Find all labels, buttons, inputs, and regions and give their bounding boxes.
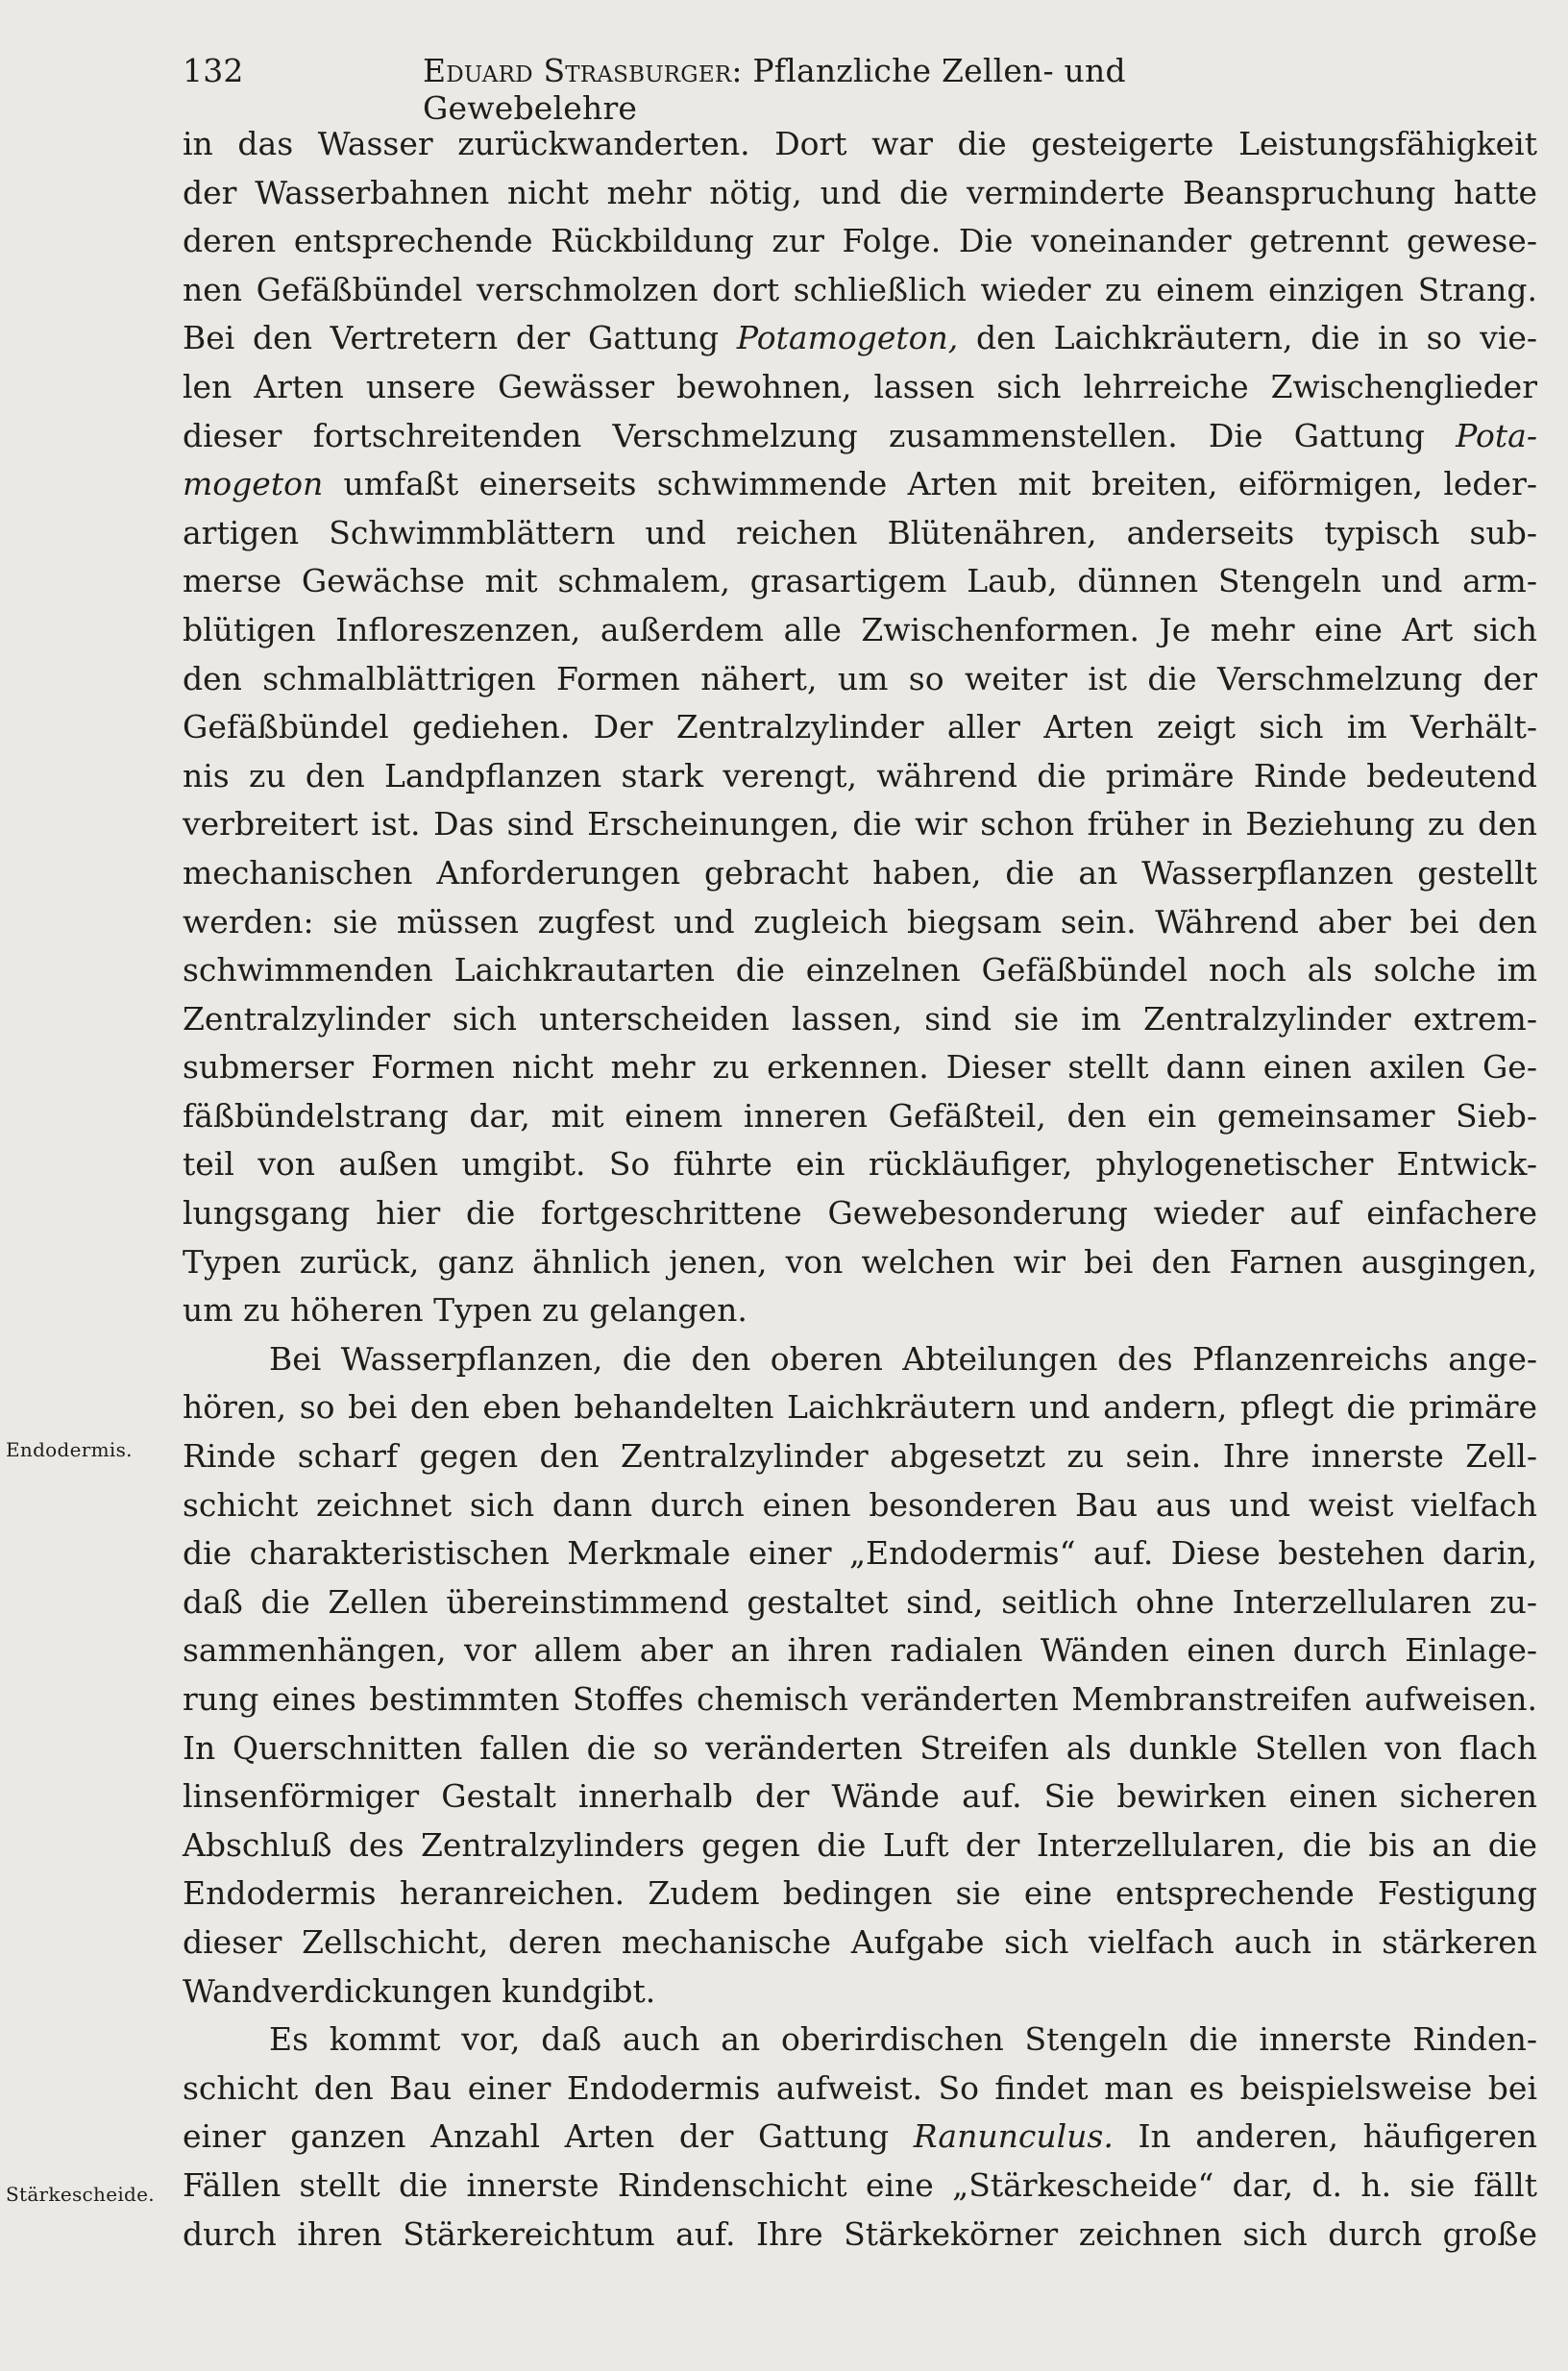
text-line: len Arten unsere Gewässer bewohnen, lassen sich lehrreiche Zwischenglieder [183, 367, 1537, 405]
text-line: die charakteristischen Merkmale einer „Endodermis“ auf. Diese bestehen darin, [183, 1534, 1537, 1573]
text-line: durch ihren Stärkereichtum auf. Ihre Stärkekörner zeichnen sich durch große [183, 2214, 1537, 2253]
text-line: fäßbündelstrang dar, mit einem inneren Gefäßteil, den ein gemeinsamer Sieb- [183, 1096, 1537, 1135]
italic-genus: Ranunculus. [913, 2117, 1114, 2156]
text-line [183, 314, 1537, 363]
running-header [183, 38, 1316, 127]
text-line: hören, so bei den eben behandelten Laichkräutern und andern, pflegt die primäre [183, 1388, 1537, 1427]
paragraph-3 [183, 2016, 1537, 2259]
text-segment: den Laichkräutern, die in so vie- [975, 319, 1538, 357]
text-line [183, 2113, 1537, 2162]
text-segment: Bei den Vertretern der Gattung [183, 319, 720, 357]
text-line: submerser Formen nicht mehr zu erkennen. Dieser stellt dann einen axilen Ge- [183, 1048, 1537, 1087]
text-line: den schmalblättrigen Formen nähert, um so weiter ist die Verschmelzung der [183, 659, 1537, 697]
text-line: linsenförmiger Gestalt innerhalb der Wände auf. Sie bewirken einen sicheren [183, 1777, 1537, 1816]
italic-genus: mogeton [183, 465, 324, 503]
text-segment: einer ganzen Anzahl Arten der Gattung [183, 2117, 890, 2156]
text-line: verbreitert ist. Das sind Erscheinungen, die wir schon früher in Beziehung zu den [183, 805, 1537, 843]
text-line: blütigen Infloreszenzen, außerdem alle Zwischenformen. Je mehr eine Art sich [183, 610, 1537, 648]
text-line: in das Wasser zurückwanderten. Dort war die gesteigerte Leistungsfähigkeit [183, 125, 1537, 162]
text-line: dieser Zellschicht, deren mechanische Aufgabe sich vielfach auch in stärkeren [183, 1922, 1537, 1961]
text-line: Bei Wasserpflanzen, die den oberen Abteilungen des Pflanzenreichs ange- [269, 1339, 1537, 1378]
text-line: Rinde scharf gegen den Zentralzylinder abgesetzt zu sein. Ihre innerste Zell- [183, 1437, 1537, 1476]
text-line: rung eines bestimmten Stoffes chemisch veränderten Membranstreifen aufweisen. [183, 1680, 1537, 1718]
text-line: schicht zeichnet sich dann durch einen besonderen Bau aus und weist vielfach [183, 1485, 1537, 1524]
text-line: artigen Schwimmblättern und reichen Blütenähren, anderseits typisch sub- [183, 513, 1537, 551]
text-line: um zu höheren Typen zu gelangen. [183, 1291, 747, 1330]
text-line: daß die Zellen übereinstimmend gestaltet sind, seitlich ohne Interzellularen zu- [183, 1582, 1537, 1621]
text-segment: dieser fortschreitenden Verschmelzung zusammenstellen. Die Gattung [183, 416, 1425, 454]
text-line: Zentralzylinder sich unterscheiden lassen, sind sie im Zentralzylinder extrem- [183, 999, 1537, 1038]
text-line: Typen zurück, ganz ähnlich jenen, von welchen wir bei den Farnen ausgingen, [183, 1242, 1537, 1281]
italic-genus: Pota- [1456, 416, 1537, 454]
page-number: 132 [183, 52, 244, 89]
running-head-title [423, 52, 1316, 127]
marginal-note-staerkescheide: Stärkescheide. [6, 2183, 155, 2206]
text-line [183, 460, 1537, 509]
header-title: Pflanzliche Zellen- und Gewebelehre [423, 52, 1126, 127]
text-line: werden: sie müssen zugfest und zugleich biegsam sein. Während aber bei den [183, 902, 1537, 941]
text-line: nen Gefäßbündel verschmolzen dort schließlich wieder zu einem einzigen Strang. [183, 270, 1537, 308]
text-line: schicht den Bau einer Endodermis aufweist. So findet man es beispielsweise bei [183, 2068, 1537, 2107]
paragraph-2 [183, 1335, 1537, 2016]
text-line: schwimmenden Laichkrautarten die einzelnen Gefäßbündel noch als solche im [183, 951, 1537, 990]
text-line: In Querschnitten fallen die so veränderten Streifen als dunkle Stellen von flach [183, 1728, 1537, 1767]
text-line: sammenhängen, vor allem aber an ihren radialen Wänden einen durch Einlage- [183, 1631, 1537, 1670]
text-line: Abschluß des Zentralzylinders gegen die Luft der Interzellularen, die bis an die [183, 1825, 1537, 1864]
text-line: Fällen stellt die innerste Rindenschicht eine „Stärkescheide“ dar, d. h. sie fällt [183, 2165, 1537, 2204]
text-line: Gefäßbündel gediehen. Der Zentralzylinder aller Arten zeigt sich im Verhält- [183, 708, 1537, 746]
body-text [183, 120, 1537, 2259]
italic-genus: Potamogeton, [736, 319, 959, 357]
text-line: lungsgang hier die fortgeschrittene Gewebesonderung wieder auf einfachere [183, 1194, 1537, 1233]
text-line: der Wasserbahnen nicht mehr nötig, und die verminderte Beanspruchung hatte [183, 173, 1537, 211]
paragraph-1 [183, 120, 1537, 1335]
text-line: deren entsprechende Rückbildung zur Folge. Die voneinander getrennt gewese- [183, 222, 1537, 260]
text-line: mechanischen Anforderungen gebracht haben, die an Wasserpflanzen gestellt [183, 853, 1537, 892]
text-line: Wandverdickungen kundgibt. [183, 1971, 656, 2010]
text-line [183, 412, 1537, 461]
text-line: nis zu den Landpflanzen stark verengt, während die primäre Rinde bedeutend [183, 756, 1537, 794]
marginal-note-endodermis: Endodermis. [6, 1438, 133, 1461]
text-line: teil von außen umgibt. So führte ein rückläufiger, phylogenetischer Entwick- [183, 1145, 1537, 1184]
text-line: Es kommt vor, daß auch an oberirdischen Stengeln die innerste Rinden- [269, 2020, 1537, 2059]
text-segment: umfaßt einerseits schwimmende Arten mit breiten, eiförmigen, leder- [343, 465, 1537, 503]
text-line: Endodermis heranreichen. Zudem bedingen sie eine entsprechende Festigung [183, 1874, 1537, 1913]
header-author: Eduard Strasburger: [423, 52, 743, 89]
text-segment: In anderen, häufigeren [1138, 2117, 1537, 2156]
text-line: merse Gewächse mit schmalem, grasartigem Laub, dünnen Stengeln und arm- [183, 562, 1537, 600]
